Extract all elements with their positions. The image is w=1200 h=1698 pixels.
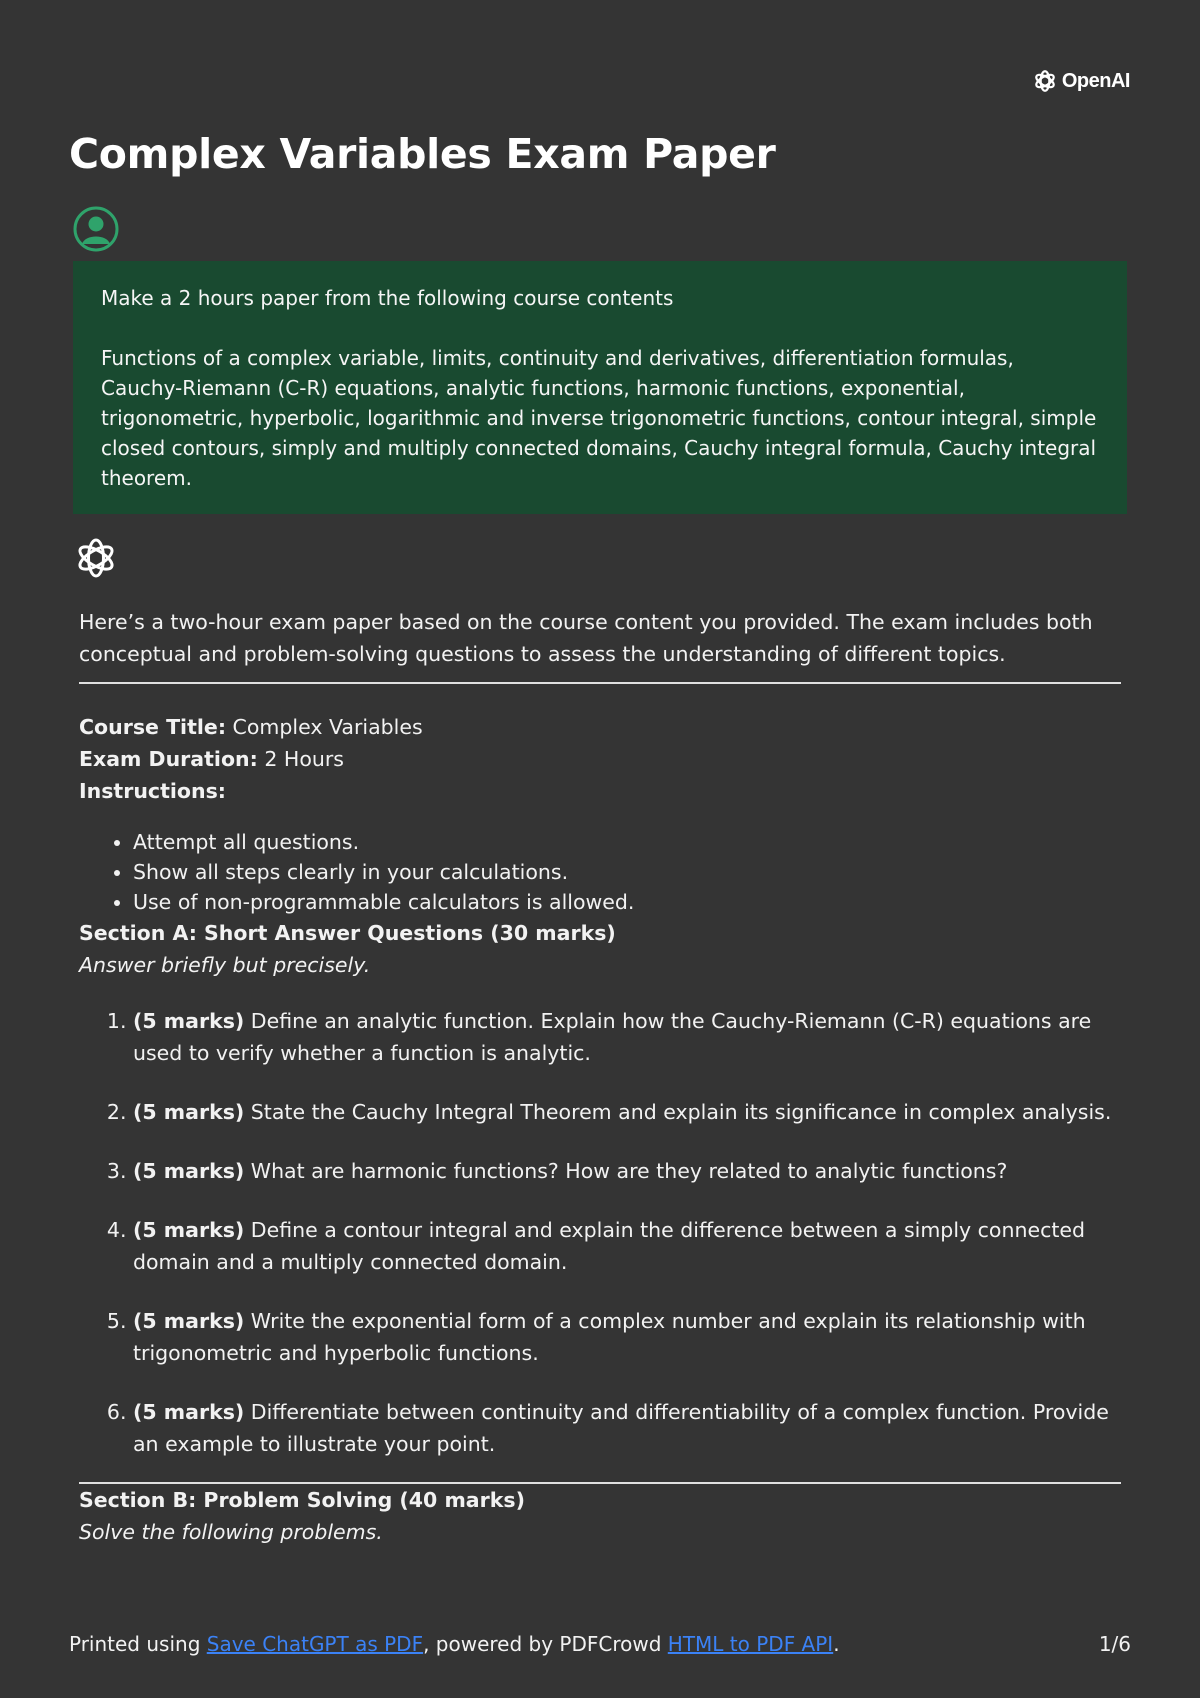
prompt-line-1: Make a 2 hours paper from the following course contents [101, 286, 674, 310]
question-marks: (5 marks) [133, 1309, 245, 1333]
footer-suffix: . [833, 1632, 840, 1656]
question-marks: (5 marks) [133, 1100, 245, 1124]
logo-text: OpenAI [1061, 69, 1130, 92]
footer-credit [69, 1632, 840, 1656]
course-title-label: Course Title: [79, 715, 227, 739]
page-title: Complex Variables Exam Paper [69, 130, 776, 178]
html-to-pdf-api-link[interactable]: HTML to PDF API [667, 1632, 834, 1656]
question-text: Define a contour integral and explain the difference between a simply connected domain and a multiply connected domain. [133, 1218, 1086, 1274]
page-number: 1/6 [1098, 1632, 1131, 1656]
section-b-subtitle: Solve the following problems. [79, 1520, 383, 1544]
course-title-row [79, 711, 1121, 743]
instructions-label: Instructions: [79, 779, 226, 803]
footer-prefix: Printed using [69, 1632, 207, 1656]
list-item: • Use of non-programmable calculators is allowed. [133, 887, 1121, 917]
exam-meta [79, 711, 1121, 807]
chatgpt-avatar-icon [73, 535, 119, 581]
exam-duration-value: 2 Hours [257, 747, 344, 771]
user-avatar-icon [73, 206, 119, 252]
question-item [133, 1096, 1121, 1128]
question-marks: (5 marks) [133, 1009, 245, 1033]
question-item [133, 1005, 1121, 1069]
footer-middle: , powered by PDFCrowd [423, 1632, 668, 1656]
prompt-line-2: Functions of a complex variable, limits, continuity and derivatives, differentiation formulas, Cauchy-Riemann (C-R) equations, analytic functions, harmonic functions, exponential, trigonometric, hyperbolic, logarithmic and inverse trigonometric functions, contour integral, simple closed contours, simply and multiply connected domains, Cauchy integral formula, Cauchy integral theorem. [101, 346, 1097, 490]
section-a-subtitle: Answer briefly but precisely. [79, 953, 371, 977]
question-text: Write the exponential form of a complex number and explain its relationship with trigonometric and hyperbolic functions. [133, 1309, 1086, 1365]
save-chatgpt-pdf-link[interactable]: Save ChatGPT as PDF [206, 1632, 424, 1656]
question-item [133, 1305, 1121, 1369]
divider [79, 682, 1121, 684]
question-text: Differentiate between continuity and differentiability of a complex function. Provide an example to illustrate your point. [133, 1400, 1109, 1456]
question-text: State the Cauchy Integral Theorem and explain its significance in complex analysis. [244, 1100, 1112, 1124]
section-a-heading: Section A: Short Answer Questions (30 marks) [79, 921, 616, 945]
question-marks: (5 marks) [133, 1218, 245, 1242]
question-item [133, 1396, 1121, 1460]
openai-logo-icon [1032, 68, 1058, 94]
question-text: What are harmonic functions? How are they related to analytic functions? [244, 1159, 1008, 1183]
user-prompt [73, 261, 1127, 514]
question-item [133, 1214, 1121, 1278]
question-text: Define an analytic function. Explain how the Cauchy-Riemann (C-R) equations are used to verify whether a function is analytic. [133, 1009, 1092, 1065]
openai-logo [1032, 68, 1130, 94]
question-marks: (5 marks) [133, 1159, 245, 1183]
exam-duration-row [79, 743, 1121, 775]
response-intro: Here’s a two-hour exam paper based on the course content you provided. The exam includes both conceptual and problem-solving questions to assess the understanding of different topics. [79, 610, 1093, 666]
instructions-row [79, 775, 1121, 807]
page-footer [69, 1632, 1131, 1656]
instructions-list [79, 827, 1121, 917]
section-b-heading: Section B: Problem Solving (40 marks) [79, 1488, 525, 1512]
section-a-questions [79, 1005, 1121, 1460]
question-item [133, 1155, 1121, 1187]
exam-duration-label: Exam Duration: [79, 747, 258, 771]
list-item: • Show all steps clearly in your calculations. [133, 857, 1121, 887]
course-title-value: Complex Variables [226, 715, 423, 739]
list-item: • Attempt all questions. [133, 827, 1121, 857]
question-marks: (5 marks) [133, 1400, 245, 1424]
assistant-response [79, 606, 1121, 1548]
